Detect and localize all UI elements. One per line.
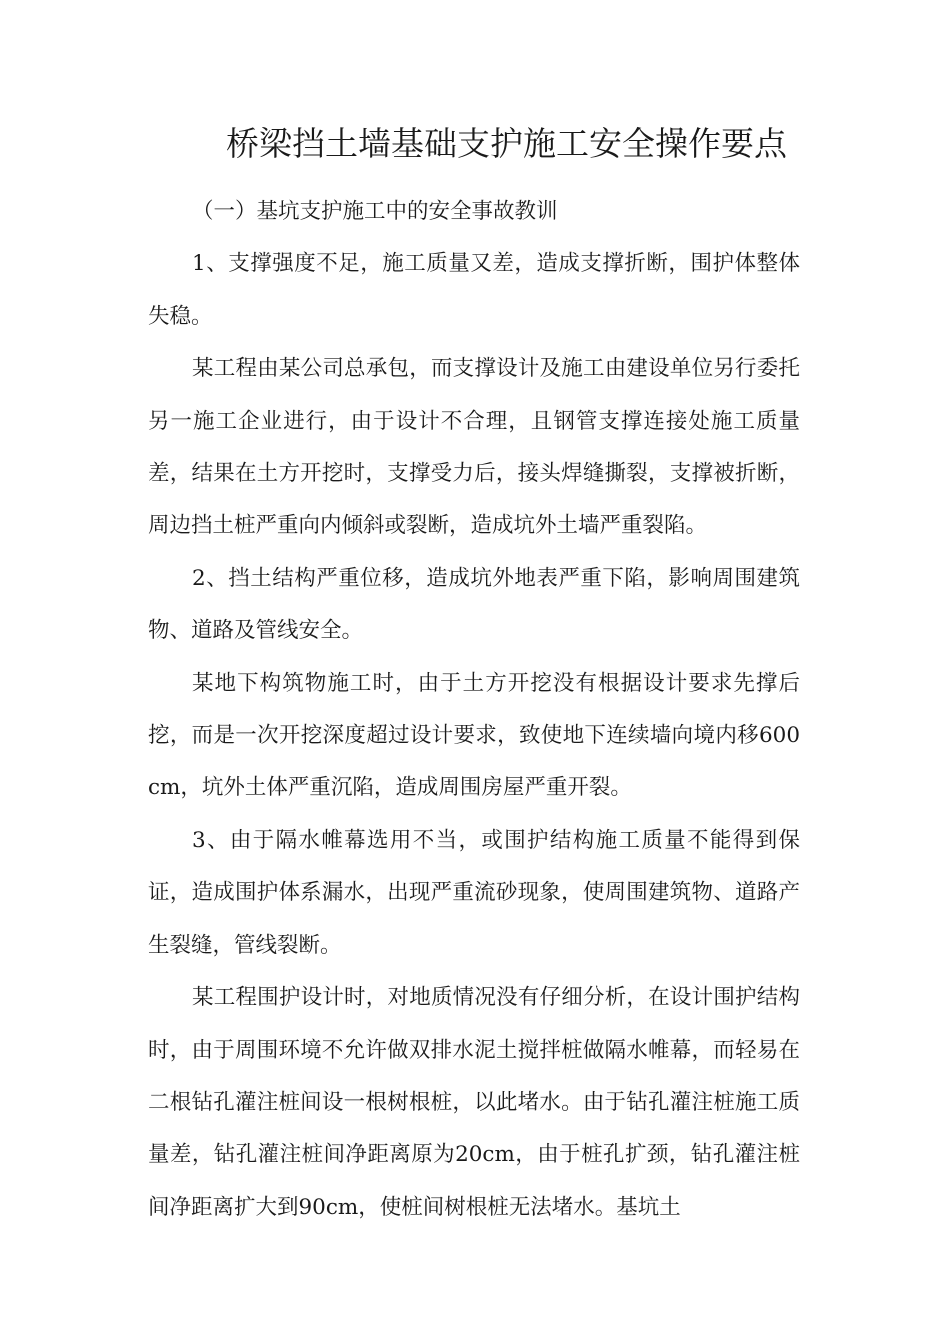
section-heading: （一）基坑支护施工中的安全事故教训 (192, 199, 558, 224)
paragraph: 某工程由某公司总承包，而支撑设计及施工由建设单位另行委托另一施工企业进行，由于设计不合理，且钢管支撑连接处施工质量差，结果在土方开挖时，支撑受力后，接头焊缝撕裂，支撑被折断，周边挡土桩严重向内倾斜或裂断，造成坑外土墙严重裂陷。 (148, 356, 800, 539)
paragraph: 2、挡土结构严重位移，造成坑外地表严重下陷，影响周围建筑物、道路及管线安全。 (148, 565, 800, 644)
paragraph: 某地下构筑物施工时，由于土方开挖没有根据设计要求先撑后挖，而是一次开挖深度超过设计要求，致使地下连续墙向境内移600cm，坑外土体严重沉陷，造成周围房屋严重开裂。 (148, 670, 800, 801)
document-title: 桥梁挡土墙基础支护施工安全操作要点 (226, 124, 787, 163)
document-body (148, 186, 800, 1234)
paragraph: 某工程围护设计时，对地质情况没有仔细分析，在设计围护结构时，由于周围环境不允许做双排水泥土搅拌桩做隔水帷幕，而轻易在二根钻孔灌注桩间设一根树根桩，以此堵水。由于钻孔灌注桩施工质量差，钻孔灌注桩间净距离原为20cm，由于桩孔扩颈，钻孔灌注桩间净距离扩大到90cm，使桩间树根桩无法堵水。基坑土 (148, 985, 800, 1220)
paragraph: 3、由于隔水帷幕选用不当，或围护结构施工质量不能得到保证，造成围护体系漏水，出现严重流砂现象，使周围建筑物、道路产生裂缝，管线裂断。 (148, 827, 800, 958)
paragraph: 1、支撑强度不足，施工质量又差，造成支撑折断，围护体整体失稳。 (148, 251, 800, 329)
